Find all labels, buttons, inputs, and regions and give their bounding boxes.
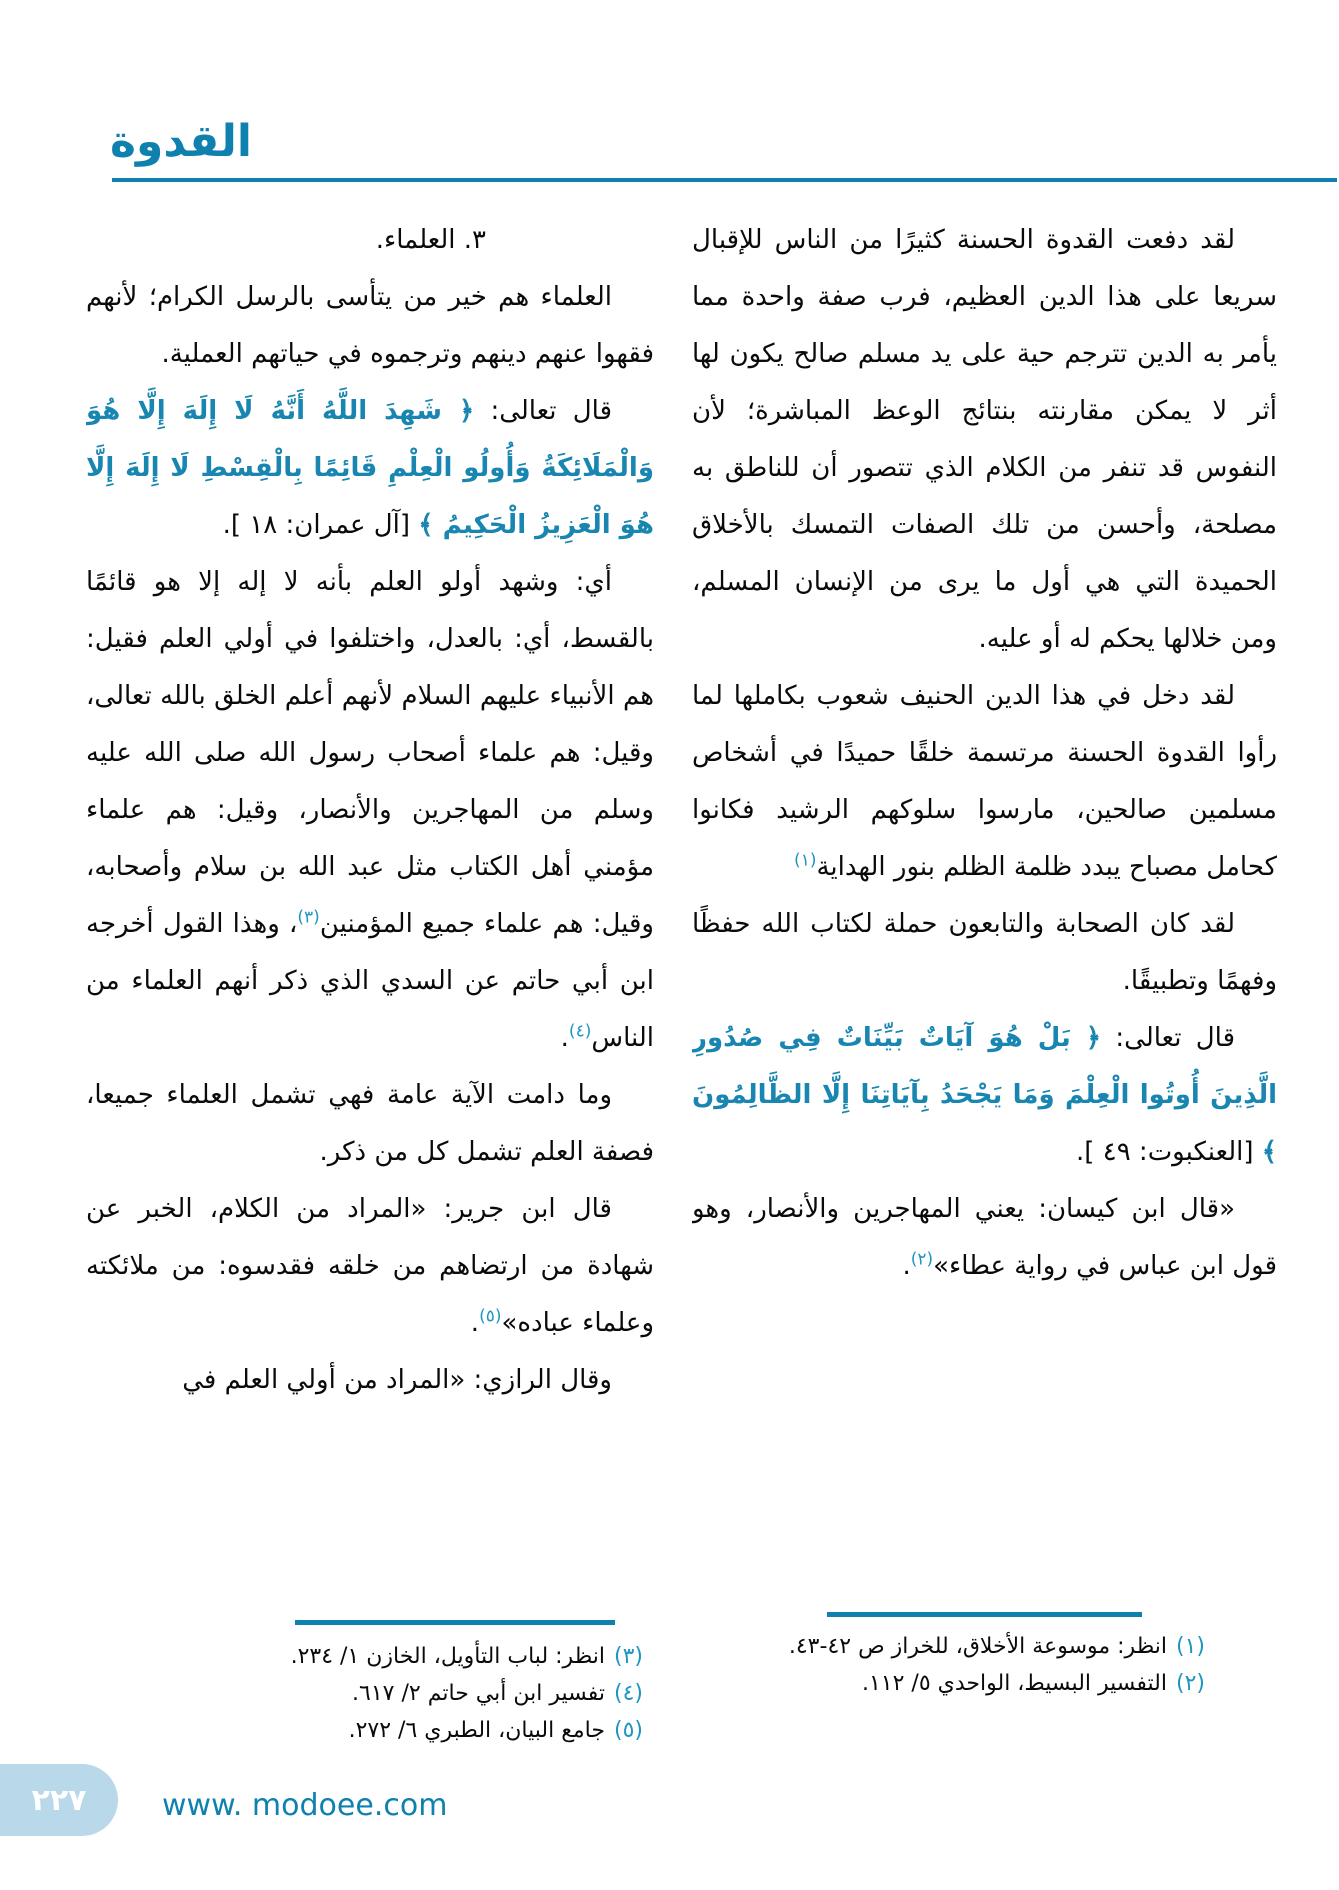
paragraph: [692, 1181, 1277, 1295]
website-link[interactable]: www. modoee.com: [162, 1788, 448, 1823]
body-text: .: [470, 1308, 480, 1338]
right-column: [692, 212, 1277, 1295]
footnote-marker: (٤): [568, 1021, 592, 1042]
body-text: .: [902, 1251, 911, 1281]
paragraph: [86, 1181, 654, 1352]
quran-verse: ﴿ شَهِدَ اللَّهُ أَنَّهُ لَا إِلَهَ إِلَّا هُوَ وَالْمَلَائِكَةُ وَأُولُو الْعِلْمِ قَائِمًا بِالْقِسْطِ لَا إِلَهَ إِلَّا هُوَ الْعَزِيزُ الْحَكِيمُ ﴾: [86, 396, 654, 540]
footnote-number: (٥): [613, 1718, 643, 1743]
body-text: [العنكبوت: ٤٩ ].: [1076, 1137, 1262, 1167]
body-text: وقال الرازي: «المراد من أولي العلم في: [182, 1365, 612, 1395]
body-text: [آل عمران: ١٨ ].: [222, 510, 419, 540]
footnote-number: (١): [1175, 1634, 1205, 1659]
body-text: لقد دفعت القدوة الحسنة كثيرًا من الناس للإقبال سريعا على هذا الدين العظيم، فرب صفة واحدة مما يأمر به الدين تترجم حية على يد مسلم صالح يكون لها أثر لا يمكن مقارنته بنتائج الوعظ المباشرة؛ لأن النفوس قد تنفر من الكلام الذي تتصور أن للناطق به مصلحة، وأحسن من تلك الصفات التمسك بالأخلاق الحميدة التي هي أول ما يرى من الإنسان المسلم، ومن خلالها يحكم له أو عليه.: [692, 225, 1277, 654]
paragraph: [86, 1067, 654, 1181]
footnote-marker: (١): [794, 850, 817, 871]
footnote-text: انظر: لباب التأويل، الخازن ١/ ٢٣٤.: [290, 1644, 605, 1669]
footnotes-left: [115, 1638, 643, 1749]
paragraph: [86, 383, 654, 554]
footnote: [115, 1675, 643, 1712]
page-title: القدوة: [110, 116, 253, 167]
footnote-number: (٣): [613, 1644, 643, 1669]
paragraph: [692, 1010, 1277, 1181]
body-text: العلماء هم خير من يتأسى بالرسل الكرام؛ لأنهم فقهوا عنهم دينهم وترجموه في حياتهم العملية.: [86, 282, 654, 369]
body-text: أي: وشهد أولو العلم بأنه لا إله إلا هو قائمًا بالقسط، أي: بالعدل، واختلفوا في أولي العلم فقيل: هم الأنبياء عليهم السلام لأنهم أعلم الخلق بالله تعالى، وقيل: هم علماء أصحاب رسول الله صلى الله عليه وسلم من المهاجرين والأنصار، وقيل: هم علماء مؤمني أهل الكتاب مثل عبد الله بن سلام وأصحابه، وقيل: هم علماء جميع المؤمنين: [86, 567, 654, 939]
body-text: ، وهذا القول أخرجه ابن أبي حاتم عن السدي الذي ذكر أنهم العلماء من الناس: [86, 909, 654, 1053]
paragraph: [86, 1352, 654, 1409]
footnote-separator-left: [295, 1620, 615, 1625]
left-column: [86, 212, 654, 1409]
page-number: ٢٢٧: [31, 1782, 87, 1818]
footnote-marker: (٥): [479, 1306, 502, 1327]
footnote-text: انظر: موسوعة الأخلاق، للخراز ص ٤٢-٤٣.: [788, 1634, 1167, 1659]
section-heading: [86, 212, 654, 269]
paragraph: [692, 896, 1277, 1010]
footnote-separator-right: [827, 1612, 1142, 1617]
footnote: [115, 1638, 643, 1675]
body-text: قال تعالى:: [474, 396, 613, 426]
footnote: [115, 1712, 643, 1749]
body-text: قال تعالى:: [1101, 1023, 1236, 1053]
footnotes-right: [755, 1628, 1205, 1702]
body-text: .: [560, 1023, 569, 1053]
body-text: ٣. العلماء.: [375, 225, 486, 255]
paragraph: [86, 269, 654, 383]
body-text: «قال ابن كيسان: يعني المهاجرين والأنصار، وهو قول ابن عباس في رواية عطاء»: [692, 1194, 1277, 1281]
footnote-number: (٢): [1175, 1671, 1205, 1696]
page-number-badge: [0, 1764, 118, 1836]
body-text: وما دامت الآية عامة فهي تشمل العلماء جميعا، فصفة العلم تشمل كل من ذكر.: [86, 1080, 654, 1167]
footnote-text: جامع البيان، الطبري ٦/ ٢٧٢.: [348, 1718, 605, 1743]
body-text: لقد كان الصحابة والتابعون حملة لكتاب الله حفظًا وفهمًا وتطبيقًا.: [692, 909, 1277, 996]
header-rule: [112, 178, 1337, 182]
paragraph: [86, 554, 654, 1067]
quran-verse: ﴿ بَلْ هُوَ آيَاتٌ بَيِّنَاتٌ فِي صُدُورِ الَّذِينَ أُوتُوا الْعِلْمَ وَمَا يَجْحَدُ بِآيَاتِنَا إِلَّا الظَّالِمُونَ ﴾: [692, 1023, 1277, 1167]
paragraph: [692, 212, 1277, 668]
footnote-text: التفسير البسيط، الواحدي ٥/ ١١٢.: [861, 1671, 1167, 1696]
footnote: [755, 1665, 1205, 1702]
body-text: قال ابن جرير: «المراد من الكلام، الخبر عن شهادة من ارتضاهم من خلقه فقدسوه: من ملائكته وعلماء عباده»: [86, 1194, 654, 1338]
footnote-marker: (٢): [910, 1249, 934, 1270]
footnote: [755, 1628, 1205, 1665]
paragraph: [692, 668, 1277, 896]
footnote-number: (٤): [613, 1681, 643, 1706]
footnote-text: تفسير ابن أبي حاتم ٢/ ٦١٧.: [352, 1681, 605, 1706]
body-text: لقد دخل في هذا الدين الحنيف شعوب بكاملها لما رأوا القدوة الحسنة مرتسمة خلقًا حميدًا في أشخاص مسلمين صالحين، مارسوا سلوكهم الرشيد فكانوا كحامل مصباح يبدد ظلمة الظلم بنور الهداية: [692, 681, 1277, 882]
footnote-marker: (٣): [297, 907, 320, 928]
